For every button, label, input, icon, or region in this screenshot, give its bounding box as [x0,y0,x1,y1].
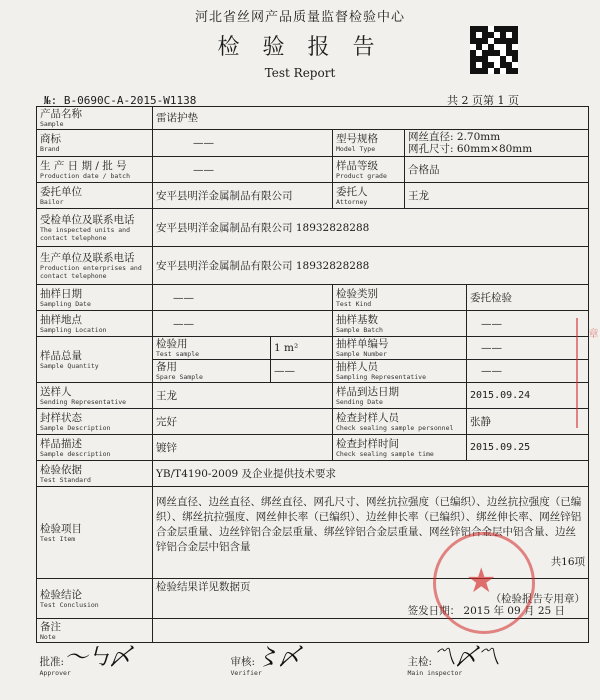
value-check-seal: 张静 [467,409,589,435]
label-product-grade: 样品等级 Product grade [333,157,405,183]
star-icon: ★ [466,561,497,601]
label-inspected-unit: 受检单位及联系电话 The inspected units and contact telephone [37,209,153,247]
label-spare-sample: 备用 Spare Sample [153,360,271,383]
page-info: 共 2 页第 1 页 [447,94,519,107]
label-model: 型号规格 Model Type [333,130,405,157]
main-inspector-signature: 〽〆〽 [432,643,499,671]
label-seal-state: 封样状态 Sample Description [37,409,153,435]
value-sample: 雷诺护垫 [153,107,589,130]
report-title: 检 验 报 告 [217,35,383,60]
value-attorney: 王龙 [405,183,589,209]
value-test-standard: YB/T4190-2009 及企业提供技术要求 [153,461,589,487]
main-inspector-cell: 主检:〽〆〽 Main inspector [405,643,589,686]
label-sampling-rep: 抽样人员 Sampling Representative [333,360,467,383]
label-sample-number: 抽样单编号 Sample Number [333,337,467,360]
value-sampling-date: —— [153,285,333,311]
value-test-conclusion: 检验结果详见数据页 （检验报告专用章） 签发日期： 2015 年 09 月 25 日 [153,579,589,619]
label-sampling-location: 抽样地点 Sampling Location [37,311,153,337]
value-sample-number: —— [467,337,589,360]
label-attorney: 委托人 Attorney [333,183,405,209]
qr-code-icon [470,26,518,74]
label-bailor: 委托单位 Bailor [37,183,153,209]
label-test-item: 检验项目 Test Item [37,487,153,579]
value-test-sample: 1 m² [271,337,333,360]
label-sample-batch: 抽样基数 Sample Batch [333,311,467,337]
value-bailor: 安平县明洋金属制品有限公司 [153,183,333,209]
value-production-unit: 安平县明洋金属制品有限公司 18932828288 [153,247,589,285]
test-item-count: 共16项 [550,556,586,568]
label-brand: 商标 Brand [37,130,153,157]
edge-seal-stamp: 章 [576,318,600,428]
label-test-standard: 检验依据 Test Standard [37,461,153,487]
label-sample-description: 样品描述 Sample description [37,435,153,461]
report-subtitle: Test Report [264,66,336,80]
label-sample: 产品名称 Sample [37,107,153,130]
value-check-seal-time: 2015.09.25 [467,435,589,461]
value-product-grade: 合格品 [405,157,589,183]
value-sample-batch: —— [467,311,589,337]
label-check-seal: 检查封样人员 Check sealing sample personnel [333,409,467,435]
verifier-cell: 审核:〻〆 Verifier [201,643,405,686]
value-test-item: 网丝直径、边丝直径、绑丝直径、网孔尺寸、网丝抗拉强度（已编织）、边丝抗拉强度（已编织）、绑丝抗拉强度、网丝伸长率（已编织）、边丝伸长率（已编织）、绑丝伸长率、网丝锌铝合金层重量、边丝锌铝合金层重量、绑丝锌铝合金层重量、网丝锌铝合金层中铝含量、边丝锌铝合金层中铝含量 共16项 [153,487,589,579]
value-model: 网丝直径: 2.70mm 网孔尺寸: 60mm×80mm [405,130,589,157]
report-table [36,106,589,685]
label-production-date: 生 产 日 期 / 批 号 Production date / batch [37,157,153,183]
label-test-conclusion: 检验结论 Test Conclusion [37,579,153,619]
value-sampling-rep: —— [467,360,589,383]
value-inspected-unit: 安平县明洋金属制品有限公司 18932828288 [153,209,589,247]
approver-cell: 批准:〜㇉〆 Approver [37,643,201,686]
value-seal-state: 完好 [153,409,333,435]
label-sample-quantity: 样品总量 Sample Quantity [37,337,153,383]
label-test-sample: 检验用 Test sample [153,337,271,360]
value-test-kind: 委托检验 [467,285,589,311]
value-sending-rep: 王龙 [153,383,333,409]
label-check-seal-time: 检查封样时间 Check sealing sample time [333,435,467,461]
label-test-kind: 检验类别 Test Kind [333,285,467,311]
label-note: 备注 Note [37,619,153,643]
label-sampling-date: 抽样日期 Sampling Date [37,285,153,311]
value-brand: —— [153,130,333,157]
approver-signature: 〜㇉〆 [64,643,131,671]
label-production-unit: 生产单位及联系电话 Production enterprises and contact telephone [37,247,153,285]
value-sending-date: 2015.09.24 [467,383,589,409]
value-production-date: —— [153,157,333,183]
verifier-signature: 〻〆 [255,643,300,671]
value-spare-sample: —— [271,360,333,383]
value-sampling-location: —— [153,311,333,337]
label-sending-rep: 送样人 Sending Representative [37,383,153,409]
report-number: №: B-0690C-A-2015-W1138 [44,94,197,107]
value-sample-description: 镀锌 [153,435,333,461]
label-sending-date: 样品到达日期 Sending Date [333,383,467,409]
value-note [153,619,589,643]
org-name: 河北省丝网产品质量监督检验中心 [194,10,405,25]
